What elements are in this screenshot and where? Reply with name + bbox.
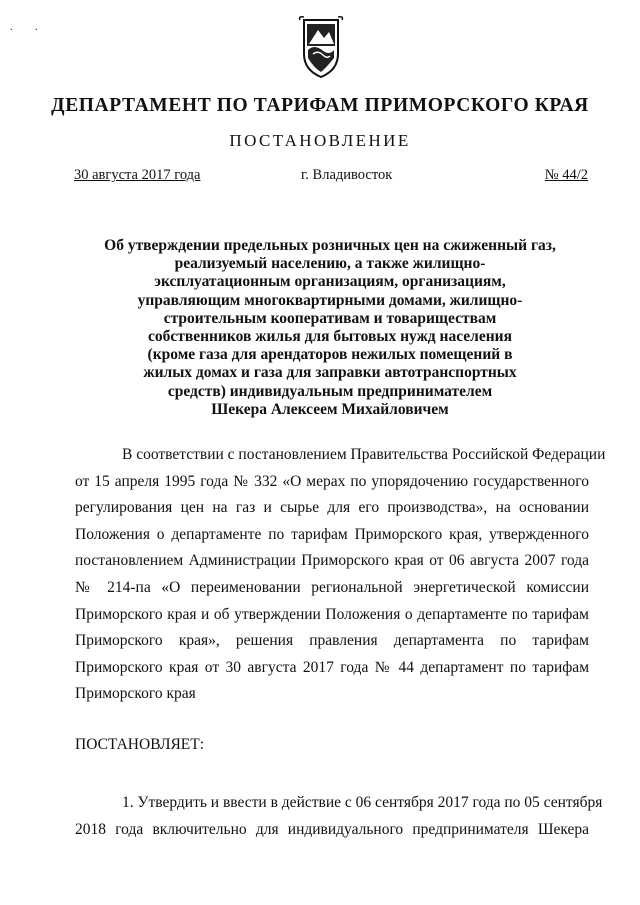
paragraph-line: от 15 апреля 1995 года № 332 «О мерах по упорядочению государственного xyxy=(75,472,589,490)
coat-of-arms-emblem xyxy=(296,14,346,80)
preamble-paragraph xyxy=(75,442,606,708)
margin-marks: . . xyxy=(10,22,48,33)
paragraph-line: Положения о департаменте по тарифам Приморского края, утвержденного xyxy=(75,525,589,543)
paragraph-line: № 214-па «О переименовании региональной энергетической комиссии xyxy=(75,578,589,596)
paragraph-line: регулирования цен на газ и сырье для его производства», на основании xyxy=(75,499,589,517)
document-type: ПОСТАНОВЛЕНИЕ xyxy=(229,131,411,150)
document-city: г. Владивосток xyxy=(301,167,393,183)
paragraph-line: 2018 года включительно для индивидуального предпринимателя Шекера xyxy=(75,820,589,838)
paragraph-line: Приморского края и об утверждении Положения о департаменте по тарифам xyxy=(75,605,589,623)
heading-line: управляющим многоквартирными домами, жилищно- xyxy=(137,291,523,309)
heading-line: средств) индивидуальным предпринимателем xyxy=(167,382,493,400)
organization-title: ДЕПАРТАМЕНТ ПО ТАРИФАМ ПРИМОРСКОГО КРАЯ xyxy=(51,95,589,116)
heading-line: реализуемый населению, а также жилищно- xyxy=(174,255,486,273)
heading-line: собственников жилья для бытовых нужд населения xyxy=(148,328,512,346)
document-date: 30 августа 2017 года xyxy=(74,167,201,183)
heading-line: жилых домах и газа для заправки автотранспортных xyxy=(143,364,517,382)
document-heading xyxy=(80,237,580,419)
document-meta-row xyxy=(74,167,588,184)
heading-line: Об утверждении предельных розничных цен на сжиженный газ, xyxy=(104,237,556,254)
heading-line: Шекера Алексеем Михайловичем xyxy=(211,400,449,418)
paragraph-line: Приморского края от 30 августа 2017 года № 44 департамент по тарифам xyxy=(75,658,589,676)
paragraph-line: Приморского края», решения правления департамента по тарифам xyxy=(75,632,589,650)
paragraph-line: постановлением Администрации Приморского края от 06 августа 2007 года xyxy=(75,552,589,570)
paragraph-line: В соответствии с постановлением Правительства Российской Федерации xyxy=(122,446,606,463)
resolves-heading: ПОСТАНОВЛЯЕТ: xyxy=(75,736,205,753)
paragraph-line: Приморского края xyxy=(75,685,196,703)
heading-line: эксплуатационным организациям, организациям, xyxy=(154,273,506,291)
paragraph-line: 1. Утвердить и ввести в действие с 06 сентября 2017 года по 05 сентября xyxy=(122,794,603,811)
heading-line: (кроме газа для арендаторов нежилых помещений в xyxy=(147,346,513,364)
document-number: № 44/2 xyxy=(544,167,588,183)
heading-line: строительным кооперативам и товариществам xyxy=(163,309,497,327)
item-1-paragraph xyxy=(75,790,603,843)
